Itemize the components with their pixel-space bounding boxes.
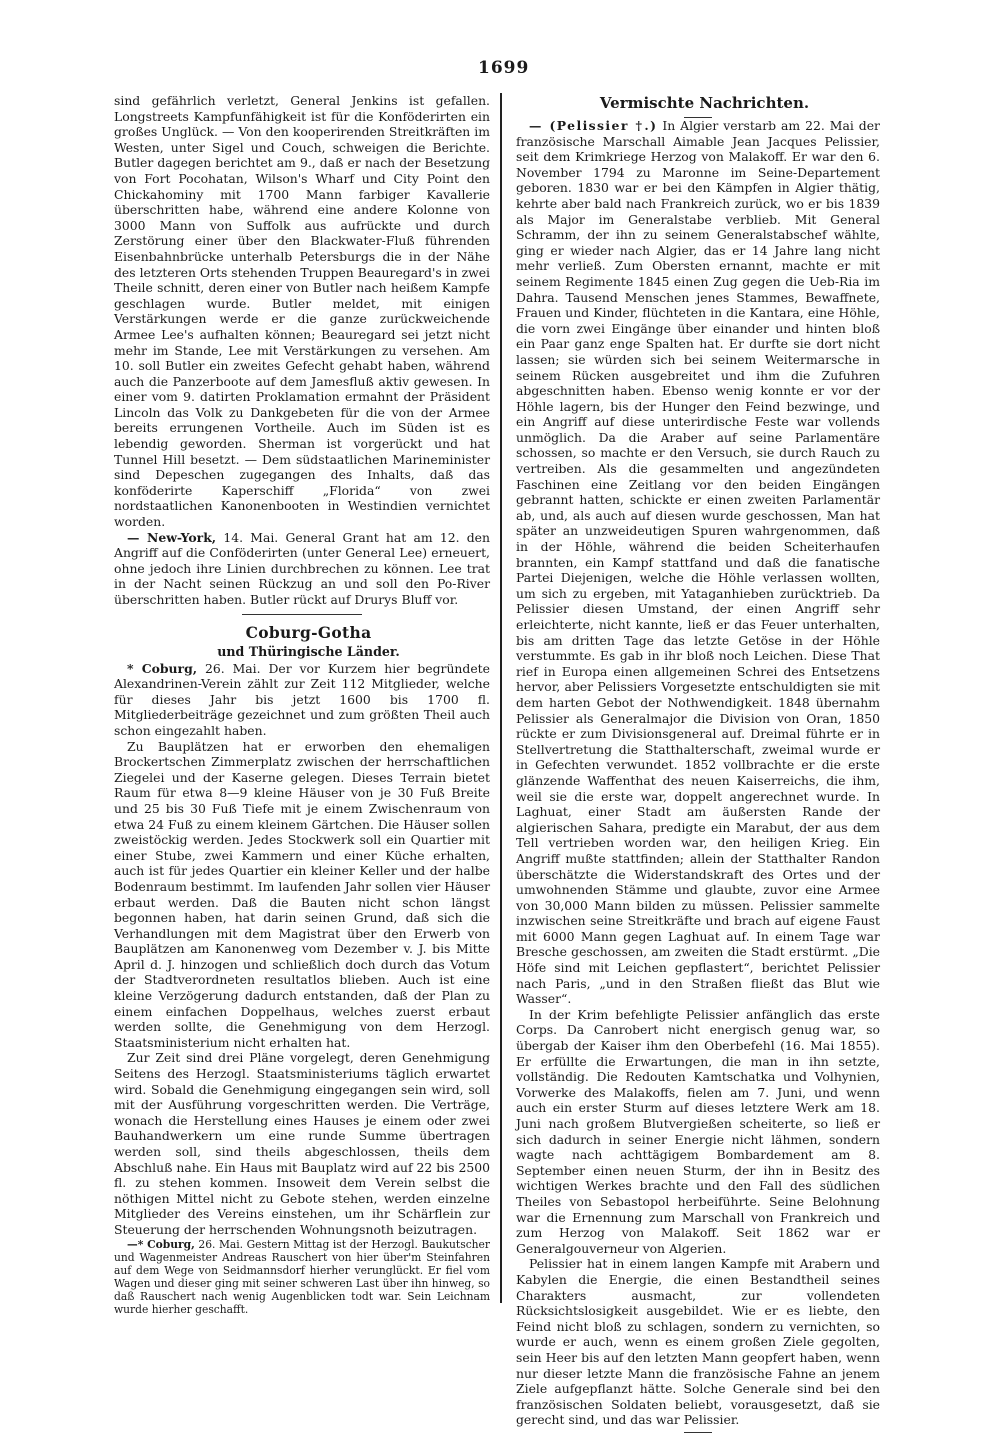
pelissier-lead: — (Pelissier †.): [529, 118, 658, 133]
accident-report-paragraph: [114, 1238, 490, 1317]
building-plots-paragraph: Zu Bauplätzen hat er erworben den ehemaligen Brockertschen Zimmerplatz zwischen der herrschaftlichen Ziegelei und der Kaserne gelegen. Dieses Terrain bietet Raum für etwa 8—9 kleine Häuser von je 30 Fuß Breite und 25 bis 30 Fuß Tiefe mit je einem Zwischenraum von etwa 24 Fuß zu einem kleinem Gärtchen. Die Häuser sollen zweistöckig werden. Jedes Stockwerk soll ein Quartier mit einer Stube, zwei Kammern und einer Küche erhalten, auch ist für jedes Quartier ein kleiner Keller und der halbe Bodenraum bestimmt. Im laufenden Jahr sollen vier Häuser erbaut werden. Daß die Bauten nicht schon längst begonnen haben, hat darin seinen Grund, daß sich die Verhandlungen mit dem Magistrat über den Erwerb von Bauplätzen am Kanonenweg vom Dezember v. J. bis Mitte April d. J. hinzogen und schließlich doch durch das Votum der Stadtverordneten resultatlos blieben. Auch ist eine kleine Verzögerung dadurch entstanden, daß der Plan zu einem einfachen Doppelhaus, welches zuerst erbaut werden sollte, die Genehmigung von dem Herzogl. Staatsministerium nicht erhalten hat.: [114, 738, 490, 1050]
section-divider: [242, 614, 362, 615]
left-column: [114, 93, 490, 1316]
building-plans-paragraph: Zur Zeit sind drei Pläne vorgelegt, deren Genehmigung Seitens des Herzogl. Staatsministeriums täglich erwartet wird. Sobald die Genehmigung eingegangen sein wird, soll mit der Ausführung vorgeschritten werden. Die Verträge, wonach die Herstellung eines Hauses je einem oder zwei Bauhandwerkern um eine runde Summe übertragen werden soll, sind theils abgeschlossen, theils dem Abschluß nahe. Ein Haus mit Bauplatz wird auf 22 bis 2500 fl. zu stehen kommen. Insoweit dem Verein selbst die nöthigen Mittel nicht zu Gebote stehen, werden einzelne Mitglieder des Vereins einstehen, um ihr Schärflein zur Steuerung der herrschenden Wohnungsnoth beizutragen.: [114, 1050, 490, 1237]
pelissier-obituary-paragraph: [516, 118, 880, 1007]
crimea-paragraph: In der Krim befehligte Pelissier anfänglich das erste Corps. Da Canrobert nicht energisch genug war, so übergab der Kaiser ihm den Oberbefehl (16. Mai 1855). Er erfüllte die Erwartungen, die man in ihn setzte, vollständig. Die Redouten Kamtschatka und Volhynien, Vorwerke des Malakoffs, fielen am 7. Juni, und wenn auch ein erster Sturm auf dieses letztere Werk am 18. Juni nach großem Blutvergießen scheiterte, so ließ er sich dadurch in seiner Energie nicht lähmen, sondern wagte nach achttägigem Bombardement am 8. September einen neuen Sturm, der ihn in Besitz des wichtigen Werkes brachte und den Fall des südlichen Theiles von Sebastopol herbeiführte. Seine Belohnung war die Ernennung zum Marschall von Frankreich und zum Herzog von Malakoff. Seit 1862 war er Generalgouverneur von Algerien.: [516, 1006, 880, 1256]
column-divider: [500, 93, 502, 1303]
page-number: 1699: [478, 58, 530, 78]
newyork-report-text: 14. Mai. General Grant hat am 12. den Angriff auf die Conföderirten (unter General Lee) erneuert, ohne jedoch ihre Linien durchbrechen zu können. Lee trat in der Nacht seinen Rückzug an und soll den Po-River überschritten haben. Butler rückt auf Drurys Bluff vor.: [114, 529, 490, 607]
character-paragraph: Pelissier hat in einem langen Kampfe mit Arabern und Kabylen die Energie, die einen Bestandtheil seines Charakters ausmacht, zur vollendeten Rücksichtslosigkeit ausgebildet. Wie er es liebte, den Feind nicht bloß zu schlagen, sondern zu vernichten, so wurde er auch, wenn es einem großen Ziele gegolten, sein Heer bis auf den letzten Mann geopfert haben, wenn nur dieser letzte Mann die französische Fahne an jenem Ziele aufgepflanzt hätte. Solche Generale sind bei den französischen Soldaten beliebt, vorausgesetzt, daß sie gerecht sind, und das war Pelissier.: [516, 1256, 880, 1428]
accident-report-text: 26. Mai. Gestern Mittag ist der Herzogl. Baukutscher und Wagenmeister Andreas Rauschert von hier über'm Steinfahren auf dem Wege von Seidmannsdorf hierher verunglückt. Er fiel vom Wagen und dieser ging mit seiner schweren Last über ihn hinweg, so daß Rauschert nach wenig Augenblicken todt war. Sein Leichnam wurde hierher geschafft.: [114, 1237, 490, 1317]
coburg-report-paragraph: [114, 661, 490, 739]
section-heading-coburg-gotha: Coburg-Gotha: [245, 622, 372, 642]
dateline-new-york: — New-York,: [127, 529, 217, 545]
section-heading-vermischte-nachrichten: Vermischte Nachrichten.: [599, 94, 810, 112]
newyork-report-paragraph: [114, 530, 490, 608]
dateline-coburg: * Coburg,: [127, 660, 198, 676]
coburg-report-text: 26. Mai. Der vor Kurzem hier begründete Alexandrinen-Verein zählt zur Zeit 112 Mitglieder, welche für dieses Jahr bis jetzt 1600 bis 1700 fl. Mitgliederbeiträge gezeichnet und zum größten Theil auch schon eingezahlt haben.: [114, 660, 490, 738]
right-column: [516, 93, 880, 1433]
dateline-coburg-accident: —* Coburg,: [127, 1237, 195, 1251]
pelissier-obituary-text: In Algier verstarb am 22. Mai der französische Marschall Aimable Jean Jacques Pelissier, seit dem Krimkriege Herzog von Malakoff. Er war den 6. November 1794 zu Maronne im Seine-Departement geboren. 1830 war er bei den Kämpfen in Algier thätig, kehrte aber bald nach Frankreich zurück, wo er bis 1839 als Major im Generalstabe verblieb. Mit General Schramm, der ihn zu seinem Generalstabschef wählte, ging er wieder nach Algier, das er 14 Jahre lang nicht mehr verließ. Zum Obersten ernannt, machte er mit seinem Regimente 1845 einen Zug gegen die Ueb-Ria im Dahra. Tausend Menschen jenes Stammes, Bewaffnete, Frauen und Kinder, flüchteten in die Kantara, eine Höhle, die vorn zwei Eingänge über einander und hinten bloß ein Paar ganz enge Spalten hat. Er durfte sie dort nicht lassen; sie würden sich bei seinem Weitermarsche in seinem Rücken ausgebreitet und ihm die Zufuhren abgeschnitten haben. Ebenso wenig konnte er vor der Höhle lagern, bis der Hunger den Feind bezwinge, und ein Angriff auf diese unterirdische Feste war vollends unmöglich. Da die Araber auf seine Parlamentäre schossen, so machte er den Versuch, sie durch Rauch zu vertreiben. Als die gesammelten und angezündeten Faschinen eine Zeitlang vor den beiden Eingängen gebrannt hatten, schickte er einen zweiten Parlamentär ab, und, als auch auf diesen wurde geschossen, Man hat später an unzweideutigen Spuren wahrgenommen, daß in der Höhle, während die beiden Scheiterhaufen brannten, ein Kampf stattfand und daß die fanatische Partei Diejenigen, welche die Höhle verlassen wollten, um sich zu ergeben, mit Yataganhieben zurücktrieb. Da Pelissier diesen Umstand, der einen Angriff sehr erleichterte, nicht kannte, ließ er das Feuer unterhalten, bis am dritten Tage das letzte Getöse in der Höhle verstummte. Es gab in ihr bloß noch Leichen. Diese That rief in Europa einen allgemeinen Schrei des Entsetzens hervor, aber Pelissiers Vorgesetzte entschuldigten sie mit dem harten Gebot der Nothwendigkeit. 1848 übernahm Pelissier als Generalmajor die Division von Oran, 1850 rückte er zum Divisionsgeneral auf. Dreimal führte er in Stellvertretung die Statthalterschaft, zweimal wurde er in Gefechten verwundet. 1852 vollbrachte er die erste glänzende Waffenthat des neuen Kaiserreichs, die ihm, weil sie die erste war, doppelt angerechnet wurde. In Laghuat, einer Stadt am äußersten Rande der algierischen Sahara, predigte ein Marabut, der aus dem Tell vertrieben worden war, den heiligen Krieg. Ein Angriff mußte stattfinden; allein der Statthalter Randon überschätzte die Widerstandskraft des Ortes und der umwohnenden Stämme und glaubte, zuvor eine Armee von 30,000 Mann bilden zu müssen. Pelissier sammelte inzwischen seine Streitkräfte und brach auf eigene Faust mit 6000 Mann gegen Laghuat auf. In einem Tage war Bresche geschossen, am zweiten die Stadt erstürmt. „Die Höfe sind mit Leichen gepflastert“, berichtet Pelissier nach Paris, „und in den Straßen fließt das Blut wie Wasser“.: [516, 118, 880, 1007]
section-subheading: und Thüringische Länder.: [217, 643, 400, 659]
article-continuation-paragraph: sind gefährlich verletzt, General Jenkins ist gefallen. Longstreets Kampfunfähigkeit ist für die Konföderirten ein großes Unglück. — Von den kooperirenden Streitkräften im Westen, unter Sigel und Couch, schweigen die Berichte. Butler dagegen berichtet am 9., daß er nach der Besetzung von Fort Pocohatan, Wilson's Wharf und City Point den Chickahominy mit 1700 Mann farbiger Kavallerie überschritten habe, während eine andere Kolonne von 3000 Mann von Suffolk aus aufrückte und durch Zerstörung einer über den Blackwater-Fluß führenden Eisenbahnbrücke unterhalb Petersburgs die in der Nähe des letzteren Orts stehenden Truppen Beauregard's in zwei Theile schnitt, deren einer von Butler nach heißem Kampfe geschlagen wurde. Butler meldet, mit einigen Verstärkungen werde er die ganze zurückweichende Armee Lee's aufhalten können; Beauregard sei jetzt nicht mehr im Stande, Lee mit Verstärkungen zu versehen. Am 10. soll Butler ein zweites Gefecht gehabt haben, während auch die Panzerboote auf dem Jamesfluß aktiv gewesen. In einer vom 9. datirten Proklamation ermahnt der Präsident Lincoln das Volk zu Dankgebeten für die von der Armee bereits errungenen Vortheile. Auch im Süden ist es lebendig geworden. Sherman ist vorgerückt und hat Tunnel Hill besetzt. — Dem südstaatlichen Marineminister sind Depeschen zugegangen des Inhalts, daß das konföderirte Kaperschiff „Florida“ von zwei nordstaatlichen Kanonenbooten in Westindien vernichtet worden.: [114, 93, 490, 530]
